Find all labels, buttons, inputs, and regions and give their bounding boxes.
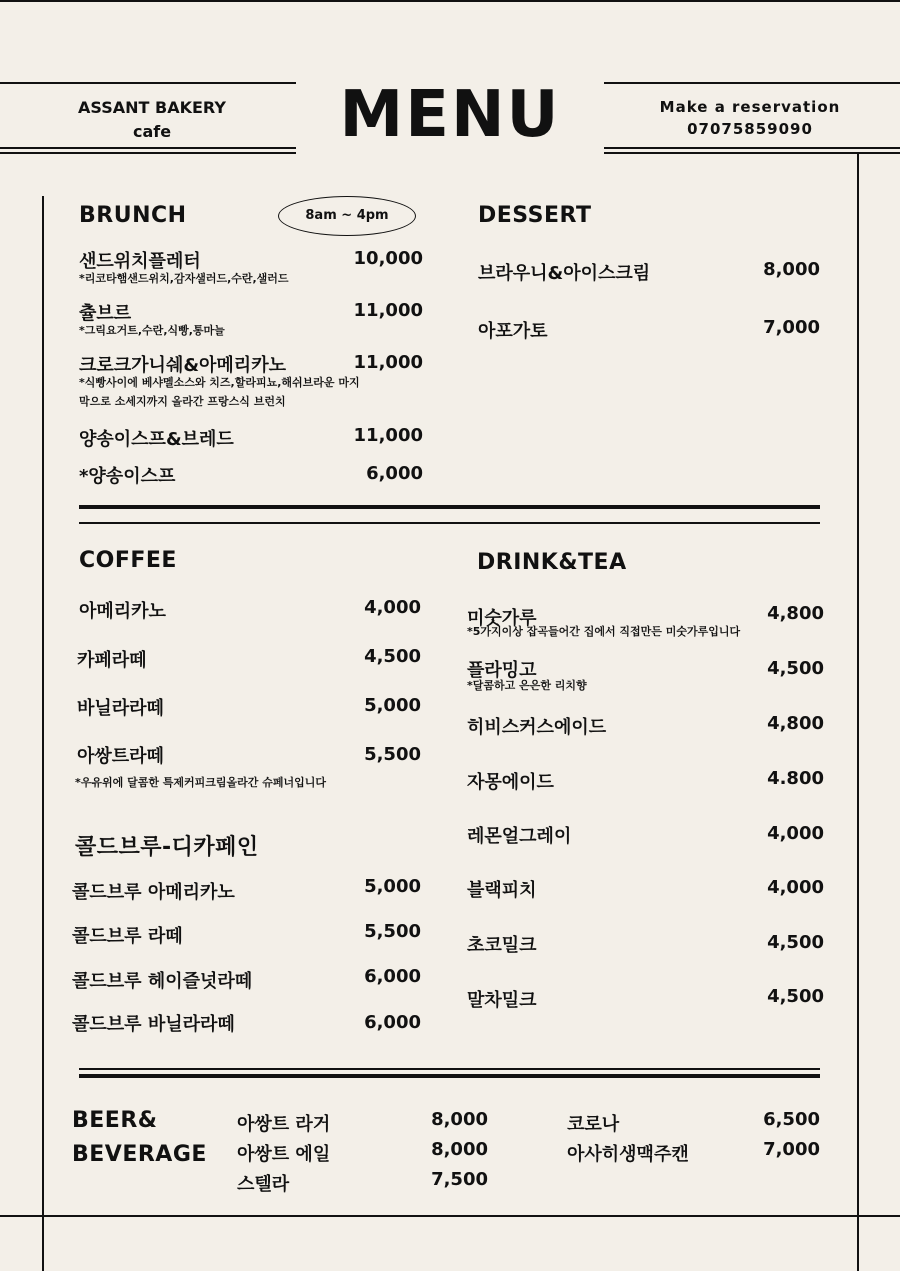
beer-item-name: 아쌍트 에일 <box>237 1144 331 1165</box>
coffee-item-price: 4,000 <box>364 597 421 618</box>
section-divider-thin <box>79 522 820 524</box>
header-left-top-line <box>0 82 296 84</box>
beer-item-name: 아사히생맥주캔 <box>567 1144 689 1165</box>
drink-item-name: 말차밀크 <box>467 990 537 1011</box>
beer-item-name: 아쌍트 라거 <box>237 1114 331 1135</box>
brunch-item-price: 11,000 <box>353 425 423 446</box>
coldbrew-item-name: 콜드브루 라떼 <box>72 926 183 947</box>
beer-item-name: 코로나 <box>567 1114 620 1135</box>
brunch-item-note: *리코타햄샌드위치,감자샐러드,수란,샐러드 <box>79 272 289 285</box>
brunch-item-note-line2: 막으로 소세지까지 올라간 프랑스식 브런치 <box>79 395 286 408</box>
beer-title-line2: BEVERAGE <box>72 1142 207 1167</box>
drink-item-name: 미숫가루 <box>467 608 537 629</box>
drink-item-price: 4,000 <box>767 823 824 844</box>
drink-item-name: 초코밀크 <box>467 935 537 956</box>
coldbrew-item-price: 5,500 <box>364 921 421 942</box>
header-right-top-line <box>604 82 900 84</box>
dessert-item-name: 아포가토 <box>478 321 548 342</box>
coffee-item-name: 아메리카노 <box>79 601 166 622</box>
drink-item-name: 블랙피치 <box>467 880 537 901</box>
drink-item-price: 4,500 <box>767 932 824 953</box>
drink-item-price: 4,000 <box>767 877 824 898</box>
brunch-item-price: 6,000 <box>366 463 423 484</box>
page-title: MENU <box>339 78 561 152</box>
drink-item-name: 히비스커스에이드 <box>467 717 607 738</box>
drink-item-note: *달콤하고 은은한 리치향 <box>467 679 587 692</box>
beer-item-name: 스텔라 <box>237 1174 290 1195</box>
dessert-item-price: 7,000 <box>763 317 820 338</box>
brand-name: ASSANT BAKERY <box>78 98 226 117</box>
coffee-title: COFFEE <box>79 548 177 573</box>
reservation-phone[interactable]: 07075859090 <box>687 120 813 138</box>
brunch-item-name: *양송이스프 <box>79 466 176 487</box>
coldbrew-item-name: 콜드브루 바닐라라떼 <box>72 1014 235 1035</box>
right-border <box>857 152 859 1271</box>
brunch-item-name: 양송이스프&브레드 <box>79 429 234 450</box>
section-divider <box>79 505 820 509</box>
brunch-item-price: 11,000 <box>353 300 423 321</box>
coldbrew-title: 콜드브루-디카페인 <box>75 835 259 860</box>
beer-item-price: 7,000 <box>763 1139 820 1160</box>
drink-item-name: 플라밍고 <box>467 660 537 681</box>
header-left-bottom-line-2 <box>0 152 296 154</box>
top-border <box>0 0 900 2</box>
header-right-bottom-line <box>604 147 900 149</box>
brunch-item-price: 10,000 <box>353 248 423 269</box>
coldbrew-item-price: 6,000 <box>364 1012 421 1033</box>
dessert-item-name: 브라우니&아이스크림 <box>478 263 651 284</box>
coldbrew-item-name: 콜드브루 헤이즐넛라떼 <box>72 971 253 992</box>
drink-title: DRINK&TEA <box>477 550 627 575</box>
coldbrew-item-name: 콜드브루 아메리카노 <box>72 882 235 903</box>
drink-item-price: 4.800 <box>767 768 824 789</box>
brand-subtitle: cafe <box>132 122 172 141</box>
coffee-item-price: 5,000 <box>364 695 421 716</box>
brunch-item-name: 샌드위치플레터 <box>79 251 201 272</box>
brunch-item-note: *식빵사이에 베샤멜소스와 치즈,할라피뇨,해쉬브라운 마지 <box>79 376 360 389</box>
header-left-bottom-line <box>0 147 296 149</box>
coldbrew-item-price: 5,000 <box>364 876 421 897</box>
coffee-item-note: *우유위에 달콤한 특제커피크림올라간 슈페너입니다 <box>75 776 327 789</box>
brunch-item-name: 츌브르 <box>79 303 132 324</box>
coffee-item-price: 4,500 <box>364 646 421 667</box>
coffee-item-name: 카페라떼 <box>77 650 147 671</box>
drink-item-price: 4,800 <box>767 713 824 734</box>
left-border <box>42 196 44 1271</box>
brunch-item-name: 크로크가니쉐&아메리카노 <box>79 355 286 376</box>
drink-item-name: 레몬얼그레이 <box>467 826 572 847</box>
beer-item-price: 8,000 <box>431 1139 488 1160</box>
section-divider-thin <box>79 1068 820 1070</box>
bottom-border <box>0 1215 900 1217</box>
header-right-bottom-line-2 <box>604 152 900 154</box>
coffee-item-name: 아쌍트라떼 <box>77 746 164 767</box>
dessert-item-price: 8,000 <box>763 259 820 280</box>
coffee-item-price: 5,500 <box>364 744 421 765</box>
drink-item-name: 자몽에이드 <box>467 772 554 793</box>
section-divider <box>79 1074 820 1078</box>
brunch-hours-badge: 8am ~ 4pm <box>278 196 416 236</box>
drink-item-price: 4,800 <box>767 603 824 624</box>
beer-item-price: 6,500 <box>763 1109 820 1130</box>
drink-item-note: *5가지이상 잡곡들어간 집에서 직접만든 미숫가루입니다 <box>467 625 741 638</box>
beer-title: BEER& <box>72 1108 158 1133</box>
drink-item-price: 4,500 <box>767 658 824 679</box>
brunch-item-note: *그릭요거트,수란,식빵,통마늘 <box>79 324 225 337</box>
brunch-item-price: 11,000 <box>353 352 423 373</box>
coldbrew-item-price: 6,000 <box>364 966 421 987</box>
beer-item-price: 7,500 <box>431 1169 488 1190</box>
drink-item-price: 4,500 <box>767 986 824 1007</box>
beer-item-price: 8,000 <box>431 1109 488 1130</box>
reservation-label: Make a reservation <box>659 98 841 116</box>
coffee-item-name: 바닐라라떼 <box>77 698 164 719</box>
brunch-title: BRUNCH <box>79 203 187 228</box>
dessert-title: DESSERT <box>478 203 592 228</box>
